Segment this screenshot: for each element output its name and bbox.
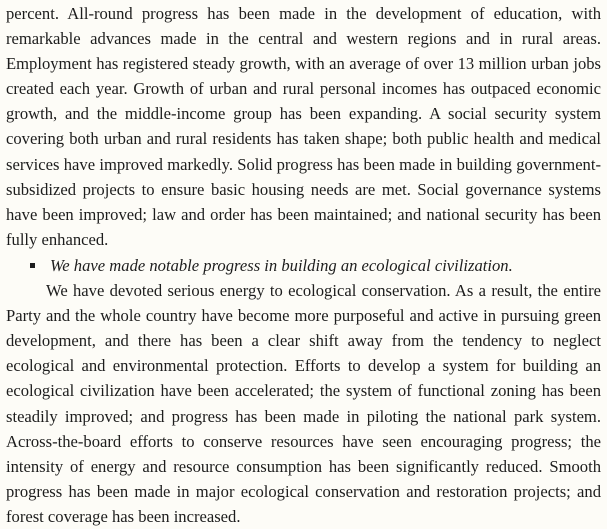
bullet-heading: We have made notable progress in building an ecological civilization.: [50, 255, 513, 275]
square-bullet-icon: [30, 263, 35, 268]
paragraph-ecological-conservation: We have devoted serious energy to ecological conservation. As a result, the entire Party and the whole country have become more purposeful and active in pursuing green development, and there has been a clear shift away from the tendency to neglect ecological and environmental protection. Efforts to develop a system for building an ecological civilization have been accelerated; the system of functional zoning has been steadily improved; and progress has been made in piloting the national park system. Across-the-board efforts to conserve resources have seen encouraging progress; the intensity of energy and resource consumption has been significantly reduced. Smooth progress has been made in major ecological conservation and restoration projects; and forest coverage has been increased.: [6, 281, 601, 526]
bullet-item-ecological: [6, 253, 601, 278]
paragraph-social-progress: percent. All-round progress has been made in the development of education, with remarkable advances made in the central and western regions and in rural areas. Employment has registered steady growth, with an average of over 13 million urban jobs created each year. Growth of urban and rural personal incomes has outpaced economic growth, and the middle-income group has been expanding. A social security system covering both urban and rural residents has taken shape; both public health and medical services have improved markedly. Solid progress has been made in building government-subsidized projects to ensure basic housing needs are met. Social governance systems have been improved; law and order has been maintained; and national security has been fully enhanced.: [6, 4, 601, 249]
